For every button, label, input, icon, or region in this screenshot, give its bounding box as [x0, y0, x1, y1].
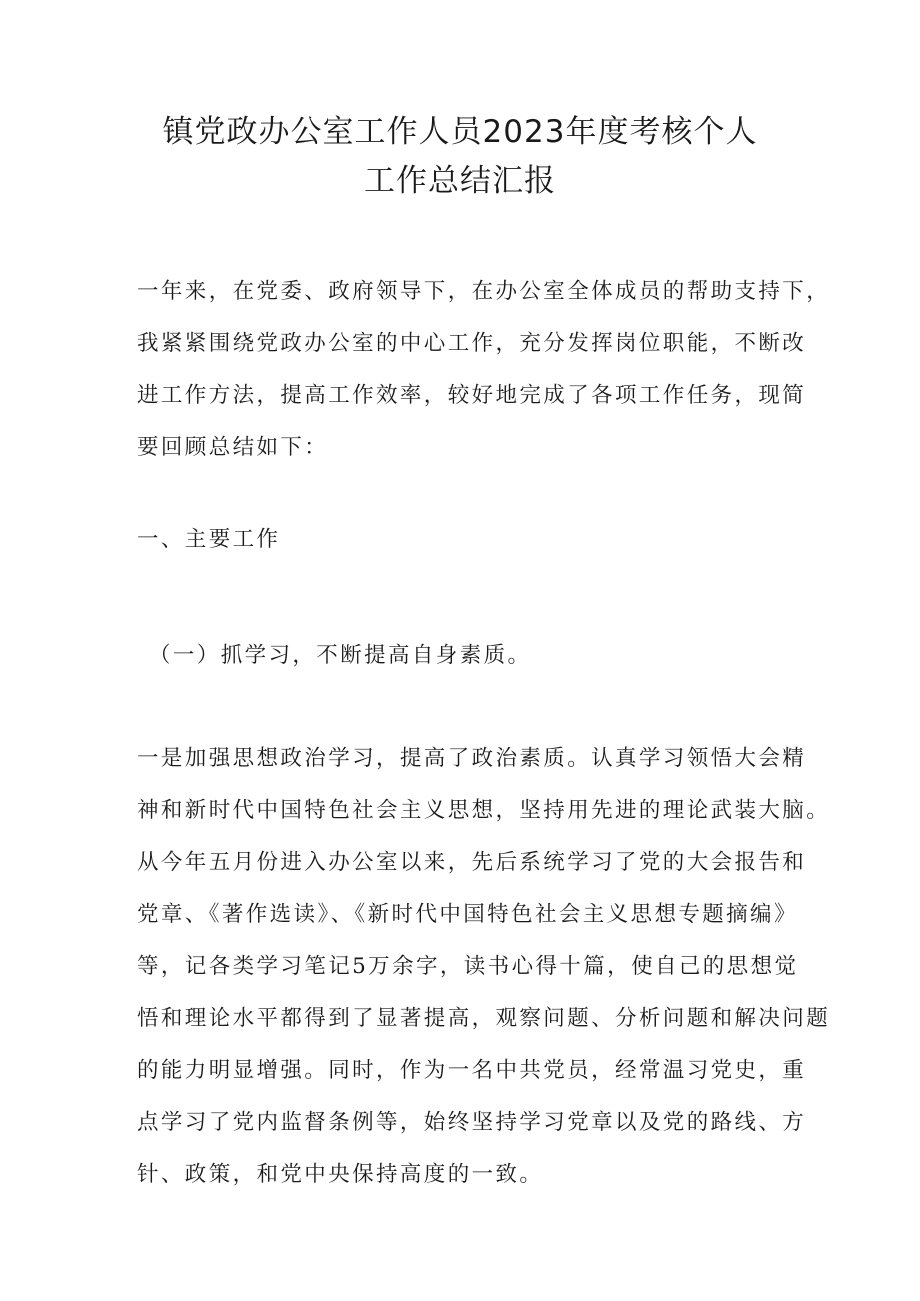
body-line: 一是加强思想政治学习，提高了政治素质。认真学习领悟大会精 — [137, 746, 807, 771]
document-title-line-1: 镇党政办公室工作人员2023年度考核个人 — [162, 114, 758, 150]
section-heading-text: 一、主要工作 — [137, 527, 281, 552]
body-line: 点学习了党内监督条例等，始终坚持学习党章以及党的路线、方 — [137, 1110, 807, 1135]
body-line: 悟和理论水平都得到了显著提高，观察问题、分析问题和解决问题 — [137, 1006, 831, 1031]
intro-paragraph — [137, 266, 831, 474]
intro-line: 我紧紧围绕党政办公室的中心工作，充分发挥岗位职能，不断改 — [137, 331, 807, 356]
body-paragraph — [137, 733, 831, 1201]
body-line: 等，记各类学习笔记5万余字，读书心得十篇，使自己的思想觉 — [137, 954, 799, 979]
section-heading — [137, 514, 797, 566]
subsection-heading-text: （一）抓学习，不断提高自身素质。 — [149, 643, 532, 668]
subsection-heading — [149, 630, 809, 682]
body-line: 从今年五月份进入办公室以来，先后系统学习了党的大会报告和 — [137, 850, 807, 875]
body-line: 神和新时代中国特色社会主义思想，坚持用先进的理论武装大脑。 — [137, 798, 831, 823]
document-title-line-2: 工作总结汇报 — [364, 163, 556, 199]
body-line: 针、政策，和党中央保持高度的一致。 — [137, 1162, 544, 1187]
intro-line: 要回顾总结如下： — [137, 435, 329, 460]
intro-line: 进工作方法，提高工作效率，较好地完成了各项工作任务，现简 — [137, 383, 807, 408]
body-line: 的能力明显增强。同时，作为一名中共党员，经常温习党史，重 — [137, 1058, 807, 1083]
intro-line: 一年来，在党委、政府领导下，在办公室全体成员的帮助支持下， — [137, 279, 831, 304]
body-line: 党章、《著作选读》、《新时代中国特色社会主义思想专题摘编》 — [137, 902, 798, 927]
